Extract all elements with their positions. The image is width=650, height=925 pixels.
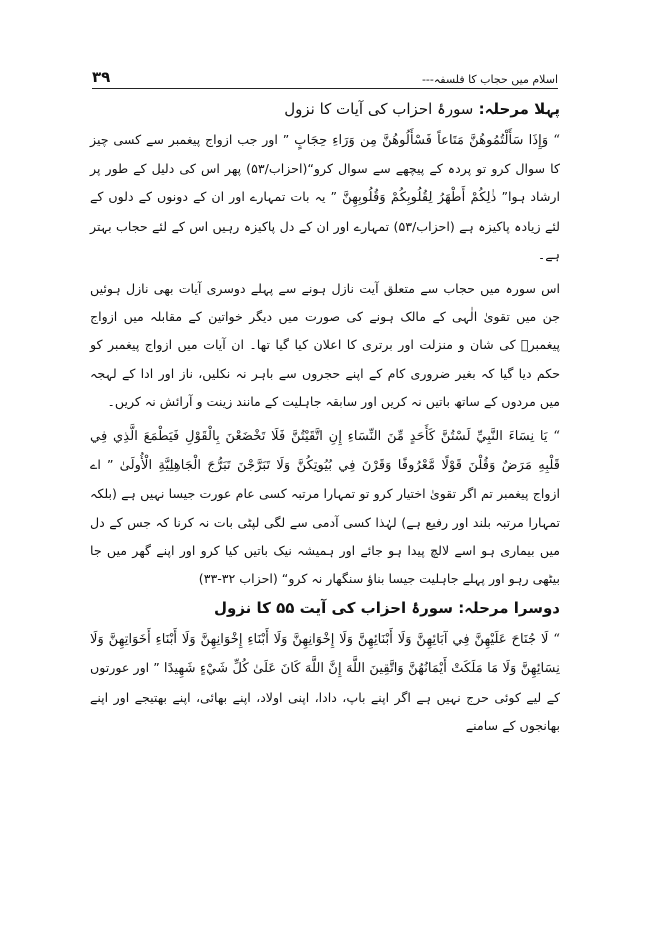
translation-text: ” یہ بات تمہارے اور ان کے دونوں کے دلوں کے لئے زیادہ پاکیزہ ہے (احزاب/۵۳) تمہارے اور ان کے دل پاکیزہ رہیں اس کے لئے حجاب بہتر ہے۔ xyxy=(90,189,560,262)
page-header xyxy=(92,62,558,86)
page-body xyxy=(90,100,560,746)
section-heading-2 xyxy=(90,599,560,617)
quran-verse: “ لَا جُنَاحَ عَلَيْهِنَّ فِي آبَائِهِنَّ وَلَا أَبْنَائِهِنَّ وَلَا إِخْوَانِهِنَّ وَلَا أَبْنَاءِ إِخْوَانِهِنَّ وَلَا أَبْنَاءِ أَخَوَاتِهِنَّ وَلَا نِسَائِهِنَّ وَلَا مَا مَلَكَتْ أَيْمَانُهُنَّ وَاتَّقِينَ اللَّهَ إِنَّ اللَّهَ كَانَ عَلَىٰ كُلِّ شَيْءٍ شَهِيدًا xyxy=(90,632,560,677)
paragraph xyxy=(90,126,560,269)
running-title: اسلام میں حجاب کا فلسفہ--- xyxy=(421,73,558,86)
quran-verse: ذٰلِكُمْ أَطْهَرُ لِقُلُوبِكُمْ وَقُلُوبِهِنَّ xyxy=(342,190,497,206)
paragraph xyxy=(90,625,560,740)
section-label-1: پہلا مرحلہ: xyxy=(478,100,560,118)
paragraph: اس سورہ میں حجاب سے متعلق آیت نازل ہونے سے پہلے دوسری آیات بھی نازل ہوئیں جن میں تقویٰ الٰہی کے مالک ہونے کی صورت میں دیگر خواتین کے مقابلہ میں ازواج پیغمبرؐ کی شان و منزلت اور برتری کا اعلان کیا گیا تھا۔ ان آیات میں ازواج پیغمبر کو حکم دیا گیا کہ بغیر ضروری کام کے اپنے حجروں سے باہر نہ نکلیں، ناز اور ادا کے لہجہ میں مردوں کے ساتھ باتیں نہ کریں اور سابقہ جاہلیت کے مانند زینت و آرائش نہ کریں۔ xyxy=(90,281,560,409)
translation-text: ” اے ازواج پیغمبر تم اگر تقویٰ اختیار کرو تو تمہارا مرتبہ کسی عام عورت جیسا نہیں ہے (بلکہ تمہارا مرتبہ بلند اور رفیع ہے) لہٰذا کسی آدمی سے لگی لپٹی بات نہ کرنا کہ جس کے دل میں بیماری ہو اسے لالچ پیدا ہو جائے اور ہمیشہ نیک باتیں کیا کرو اور اپنے گھر میں جا بیٹھی رہو اور پہلے جاہلیت جیسا بناؤ سنگھار نہ کرو“ (احزاب ۳۲-۳۳) xyxy=(90,457,560,587)
section-title-1: سورۂ احزاب کی آیات کا نزول xyxy=(284,100,474,118)
section-label-2: دوسرا مرحلہ: xyxy=(458,599,560,618)
quran-verse: “ وَإِذَا سَأَلْتُمُوهُنَّ مَتَاعاً فَسْأَلُوهُنَّ مِن وَرَاءِ حِجَابٍ xyxy=(294,133,560,148)
translation-text: ” اور عورتوں کے لیے کوئی حرج نہیں ہے اگر اپنے باپ، دادا، اپنی اولاد، اپنے بھائی، اپنے بھتیجے اور اپنے بھانجوں کے سامنے xyxy=(90,660,560,733)
section-heading-1 xyxy=(90,100,560,118)
quran-verse: “ يَا نِسَاءَ النَّبِيِّ لَسْتُنَّ كَأَحَدٍ مِّنَ النِّسَاءِ إِنِ اتَّقَيْتُنَّ فَلَا تَخْضَعْنَ بِالْقَوْلِ فَيَطْمَعَ الَّذِي فِي قَلْبِهِ مَرَضٌ وَقُلْنَ قَوْلًا مَّعْرُوفًا وَقَرْنَ فِي بُيُوتِكُنَّ وَلَا تَبَرَّجْنَ تَبَرُّجَ الْجَاهِلِيَّةِ الْأُولَىٰ xyxy=(90,429,560,474)
header-rule xyxy=(92,88,558,89)
paragraph xyxy=(90,422,560,593)
translation-text: ” اور جب ازواج پیغمبر سے کسی چیز کا سوال کرو تو پردہ کے پیچھے سے سوال کرو“(احزاب/۵۳) پھر اس کی دلیل کے طور پر ارشاد ہوا” xyxy=(90,132,560,205)
page-number: ۳۹ xyxy=(92,68,111,86)
section-title-2: سورۂ احزاب کی آیت ۵۵ کا نزول xyxy=(214,599,453,618)
